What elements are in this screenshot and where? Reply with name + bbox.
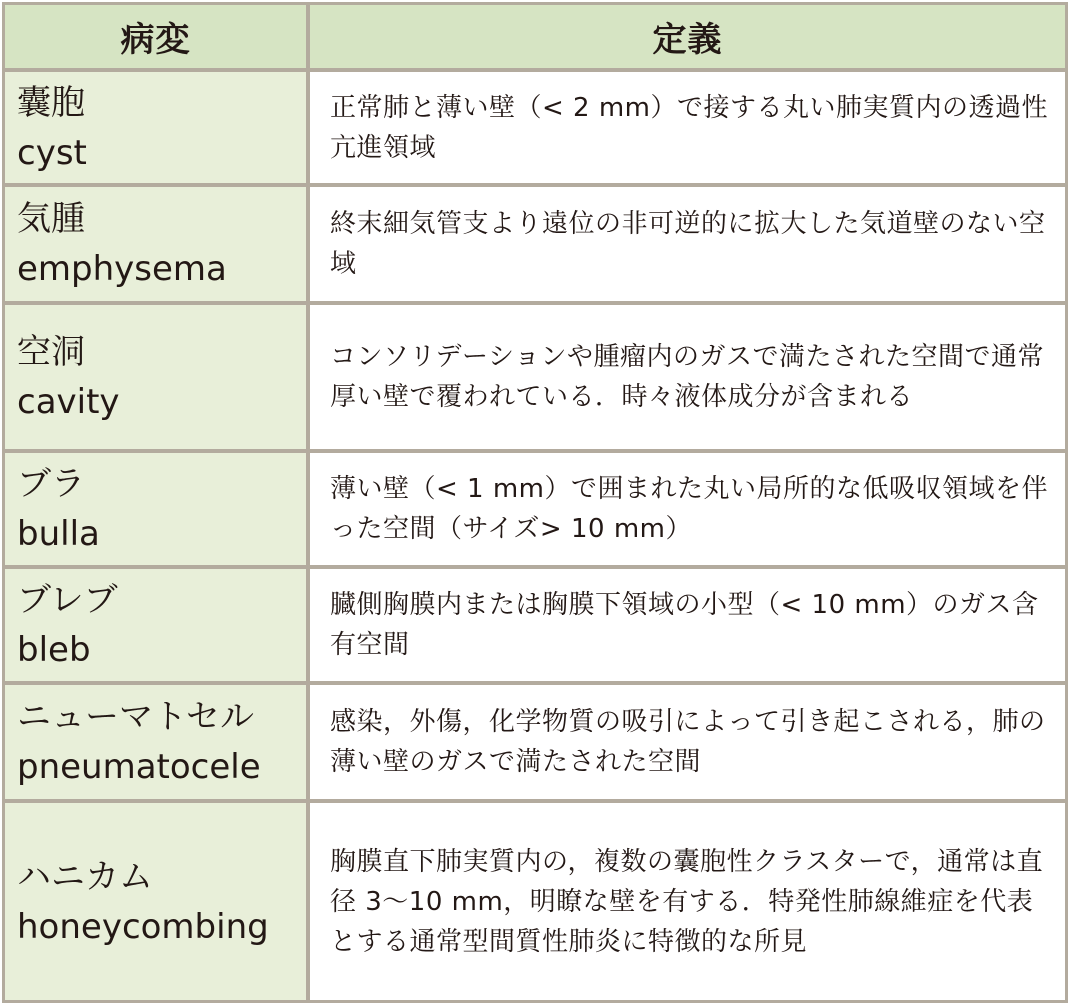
lesion-term-cell — [5, 569, 310, 685]
lesion-definition: 胸膜直下肺実質内の，複数の囊胞性クラスターで，通常は直径 3～10 mm，明瞭な壁を有する．特発性肺線維症を代表とする通常型間質性肺炎に特徴的な所見 — [310, 803, 1065, 1000]
lesion-definition: 正常肺と薄い壁（< 2 mm）で接する丸い肺実質内の透過性亢進領域 — [310, 72, 1065, 187]
lesion-name-en: honeycombing — [17, 906, 269, 947]
lesion-name-en: cyst — [17, 132, 87, 173]
lesion-definition: 薄い壁（< 1 mm）で囲まれた丸い局所的な低吸収領域を伴った空間（サイズ> 10 mm） — [310, 453, 1065, 569]
lesion-name-en: cavity — [17, 382, 120, 422]
definition-table-frame — [2, 2, 1068, 1003]
lesion-name-en: emphysema — [17, 249, 227, 289]
lesion-term-cell — [5, 685, 310, 803]
table-row — [5, 685, 1065, 803]
lesion-term-cell — [5, 453, 310, 569]
table-row — [5, 187, 1065, 305]
lesion-term-cell — [5, 187, 310, 305]
table-header-row — [5, 5, 1065, 72]
lesion-name-en: bleb — [17, 630, 91, 670]
header-definition: 定義 — [310, 5, 1065, 72]
lesion-name-ja: ブレブ — [17, 580, 118, 620]
lesion-name-ja: 気腫 — [17, 199, 85, 239]
lesion-definition: 終末細気管支より遠位の非可逆的に拡大した気道壁のない空域 — [310, 187, 1065, 305]
lesion-term-cell — [5, 803, 310, 1000]
lesion-definition: 臓側胸膜内または胸膜下領域の小型（< 10 mm）のガス含有空間 — [310, 569, 1065, 685]
lesion-name-en: bulla — [17, 514, 100, 554]
lesion-name-ja: ブラ — [17, 464, 85, 504]
table-row — [5, 305, 1065, 453]
table-row — [5, 72, 1065, 187]
lesion-name-ja: ニューマトセル — [17, 697, 254, 737]
lesion-name-ja: ハニカム — [17, 856, 153, 897]
table-row — [5, 569, 1065, 685]
header-lesion: 病変 — [5, 5, 310, 72]
lesion-name-en: pneumatocele — [17, 747, 261, 787]
table-row — [5, 803, 1065, 1000]
lesion-name-ja: 囊胞 — [17, 82, 85, 123]
lesion-term-cell — [5, 305, 310, 453]
lesion-name-ja: 空洞 — [17, 332, 85, 372]
lesion-definition: 感染，外傷，化学物質の吸引によって引き起こされる，肺の薄い壁のガスで満たされた空間 — [310, 685, 1065, 803]
lesion-definition-table — [5, 5, 1065, 1000]
lesion-definition: コンソリデーションや腫瘤内のガスで満たされた空間で通常厚い壁で覆われている．時々液体成分が含まれる — [310, 305, 1065, 453]
table-row — [5, 453, 1065, 569]
lesion-term-cell — [5, 72, 310, 187]
